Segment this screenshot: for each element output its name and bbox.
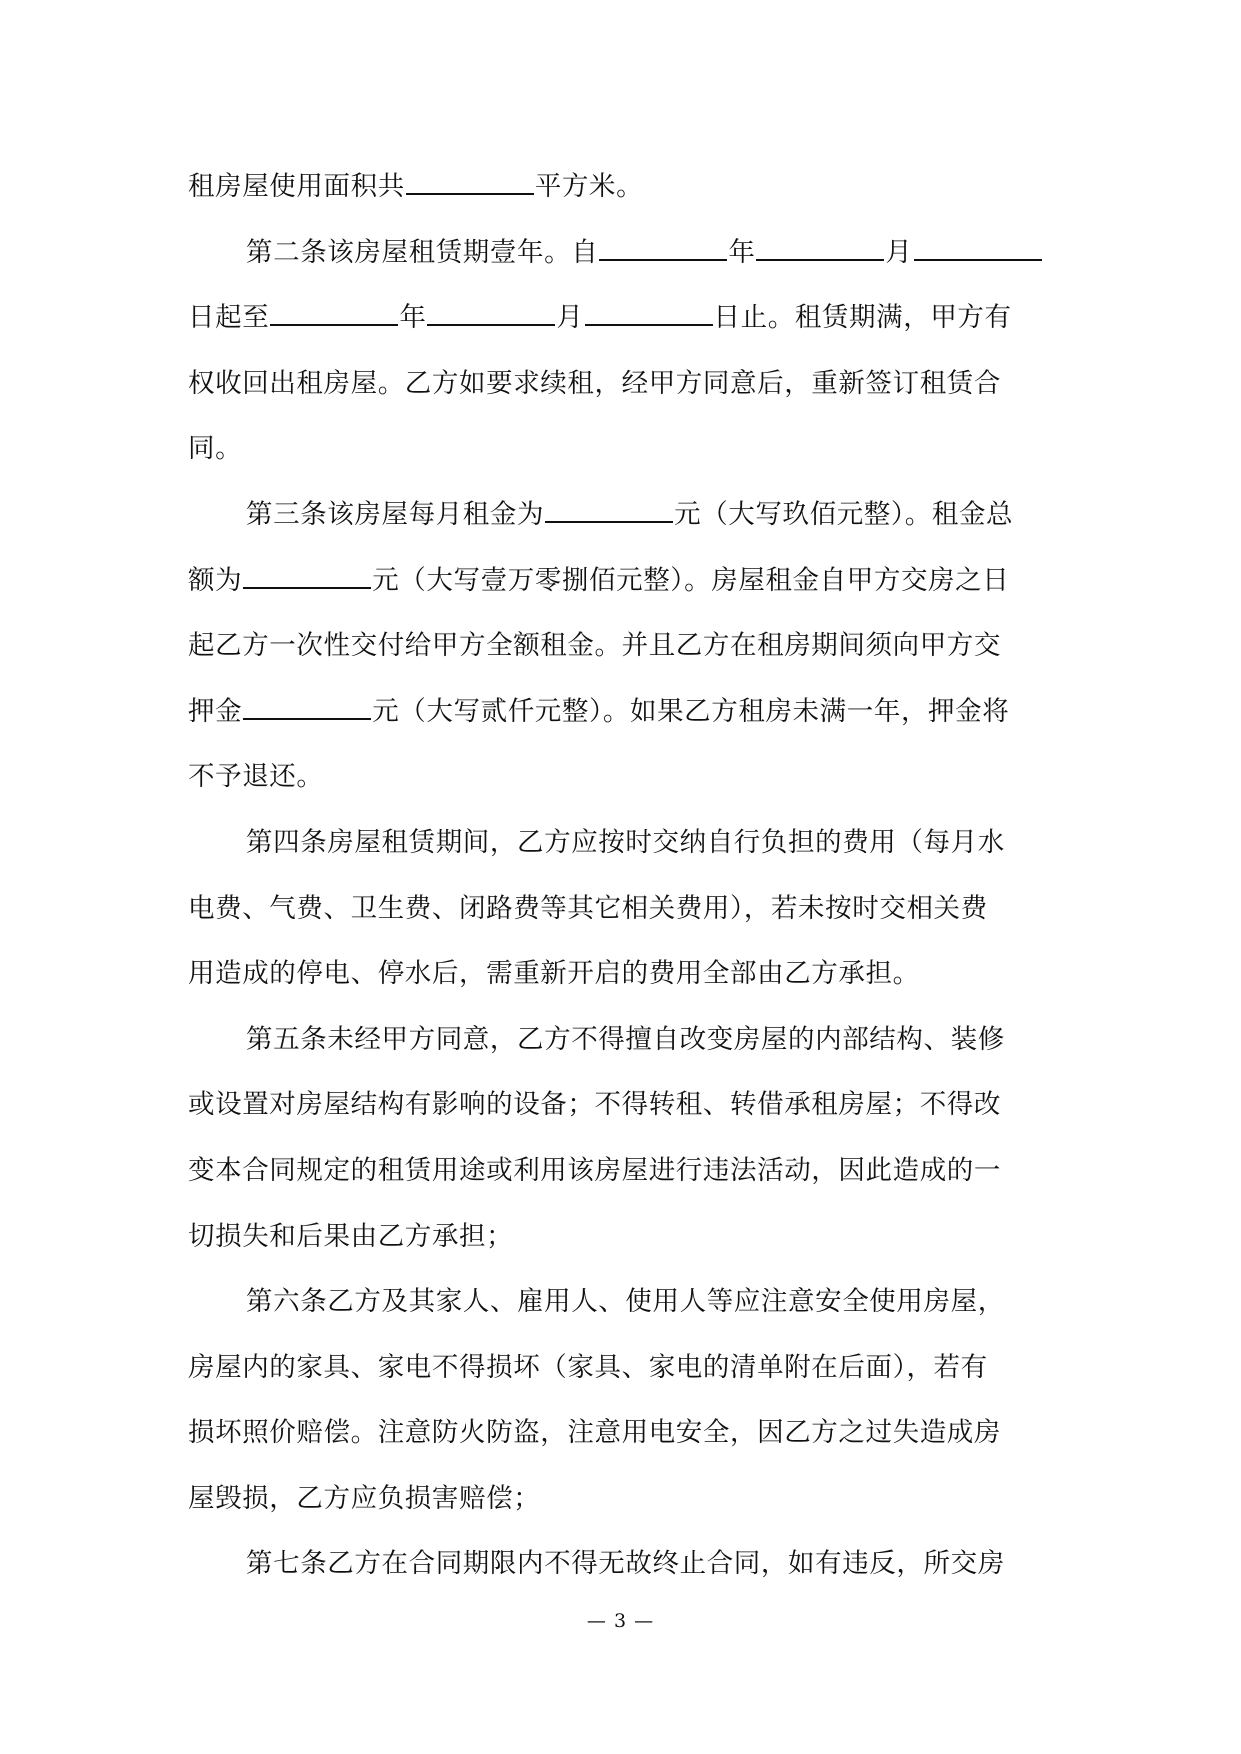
fill-in-blank (243, 696, 371, 720)
text-line (188, 1138, 1068, 1204)
text-segment: 元（大写壹万零捌佰元整）。房屋租金自甲方交房之日 (372, 564, 1010, 596)
text-line (188, 220, 1068, 286)
text-segment: 变本合同规定的租赁用途或利用该房屋进行违法活动，因此造成的一 (188, 1154, 1001, 1186)
text-segment: 切损失和后果由乙方承担； (188, 1220, 514, 1252)
text-line (188, 285, 1068, 351)
page-number: — 3 — (586, 1610, 655, 1632)
text-line (188, 1531, 1068, 1597)
text-line (188, 548, 1068, 614)
text-segment: 第二条该房屋租赁期壹年。自 (246, 236, 599, 268)
text-line (188, 876, 1068, 942)
text-segment: 元（大写玖佰元整）。租金总 (674, 498, 1014, 530)
text-segment: 用造成的停电、停水后，需重新开启的费用全部由乙方承担。 (188, 958, 920, 990)
text-segment: 月 (885, 236, 913, 268)
fill-in-blank (914, 237, 1042, 261)
text-line (188, 744, 1068, 810)
text-line (188, 1007, 1068, 1073)
text-segment: 或设置对房屋结构有影响的设备；不得转租、转借承租房屋；不得改 (188, 1089, 1001, 1121)
text-segment: 第四条房屋租赁期间，乙方应按时交纳自行负担的费用（每月水 (246, 826, 1005, 858)
text-segment: 电费、气费、卫生费、闭路费等其它相关费用），若未按时交相关费 (188, 892, 988, 924)
fill-in-blank (545, 499, 673, 523)
text-line (188, 154, 1068, 220)
text-line (188, 1204, 1068, 1270)
text-segment: 日起至 (188, 302, 270, 334)
text-segment: 额为 (188, 564, 243, 596)
fill-in-blank (756, 237, 884, 261)
fill-in-blank (585, 302, 713, 326)
text-segment: 损坏照价赔偿。注意防火防盗，注意用电安全，因乙方之过失造成房 (188, 1417, 1001, 1449)
fill-in-blank (243, 565, 371, 589)
fill-in-blank (599, 237, 727, 261)
text-segment: 起乙方一次性交付给甲方全额租金。并且乙方在租房期间须向甲方交 (188, 630, 1001, 662)
text-segment: 年 (728, 236, 756, 268)
text-line (188, 482, 1068, 548)
text-segment: 房屋内的家具、家电不得损坏（家具、家电的清单附在后面），若有 (188, 1351, 988, 1383)
text-segment: 权收回出租房屋。乙方如要求续租，经甲方同意后，重新签订租赁合 (188, 367, 1001, 399)
contract-body-text (188, 154, 1068, 1597)
fill-in-blank (270, 302, 398, 326)
text-line (188, 1400, 1068, 1466)
text-segment: 元（大写贰仟元整）。如果乙方租房未满一年，押金将 (372, 695, 1010, 727)
text-segment: 平方米。 (534, 171, 644, 202)
text-line (188, 1335, 1068, 1401)
text-segment: 同。 (188, 433, 243, 465)
text-segment: 屋毁损，乙方应负损害赔偿； (188, 1482, 541, 1514)
text-line (188, 1072, 1068, 1138)
text-line (188, 351, 1068, 417)
text-line (188, 1466, 1068, 1532)
text-line (188, 810, 1068, 876)
text-segment: 租房屋使用面积共 (188, 171, 405, 202)
text-line (188, 1269, 1068, 1335)
text-line (188, 679, 1068, 745)
text-segment: 月 (556, 302, 584, 334)
text-segment: 年 (399, 302, 427, 334)
text-segment: 日止。租赁期满，甲方有 (713, 302, 1012, 334)
text-segment: 第三条该房屋每月租金为 (246, 498, 545, 530)
text-segment: 第六条乙方及其家人、雇用人、使用人等应注意安全使用房屋， (246, 1286, 1005, 1318)
text-segment: 第五条未经甲方同意，乙方不得擅自改变房屋的内部结构、装修 (246, 1023, 1005, 1055)
text-segment: 不予退还。 (188, 761, 324, 793)
text-segment: 押金 (188, 695, 243, 727)
text-segment: 第七条乙方在合同期限内不得无故终止合同，如有违反，所交房 (246, 1548, 1005, 1580)
fill-in-blank (427, 302, 555, 326)
fill-in-blank (406, 171, 534, 195)
text-line (188, 613, 1068, 679)
text-line (188, 416, 1068, 482)
text-line (188, 941, 1068, 1007)
